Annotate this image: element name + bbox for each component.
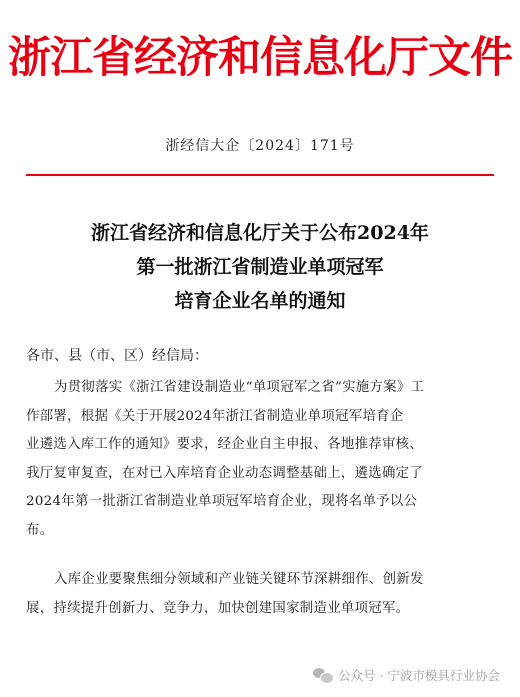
paragraph-line: 为贯彻落实《浙江省建设制造业“单项冠军之省”实施方案》工 bbox=[54, 380, 425, 395]
paragraph-line: 布。 bbox=[26, 522, 54, 538]
document-title-line: 浙江省经济和信息化厅关于公布2024年 bbox=[91, 222, 429, 244]
wechat-icon bbox=[313, 667, 333, 683]
document-header-title: 浙江省经济和信息化厅文件 bbox=[8, 33, 512, 83]
body-paragraph-1 bbox=[26, 374, 498, 545]
body-paragraph-2 bbox=[26, 566, 498, 623]
paragraph-line: 作部署，根据《关于开展2024年浙江省制造业单项冠军培育企 bbox=[26, 408, 404, 424]
red-divider-line bbox=[26, 174, 494, 176]
watermark-text: 公众号 · 宁波市模具行业协会 bbox=[338, 668, 500, 683]
paragraph-line: 业遴选入库工作的通知》要求，经企业自主申报、各地推荐审核、 bbox=[26, 437, 424, 452]
document-title bbox=[0, 216, 520, 318]
document-title-line: 培育企业名单的通知 bbox=[174, 290, 346, 312]
salutation: 各市、县（市、区）经信局： bbox=[26, 348, 208, 364]
document-number: 浙经信大企〔2024〕171号 bbox=[165, 138, 355, 154]
paragraph-line: 我厅复审复查，在对已入库培育企业动态调整基础上，遴选确定了 bbox=[26, 465, 424, 481]
document-title-line: 第一批浙江省制造业单项冠军 bbox=[136, 256, 384, 278]
paragraph-line: 展，持续提升创新力、竞争力，加快创建国家制造业单项冠军。 bbox=[26, 600, 410, 616]
paragraph-line: 入库企业要聚焦细分领域和产业链关键环节深耕细作、创新发 bbox=[54, 572, 424, 587]
paragraph-line: 2024年第一批浙江省制造业单项冠军培育企业，现将名单予以公 bbox=[26, 494, 418, 509]
wechat-watermark bbox=[313, 666, 500, 684]
